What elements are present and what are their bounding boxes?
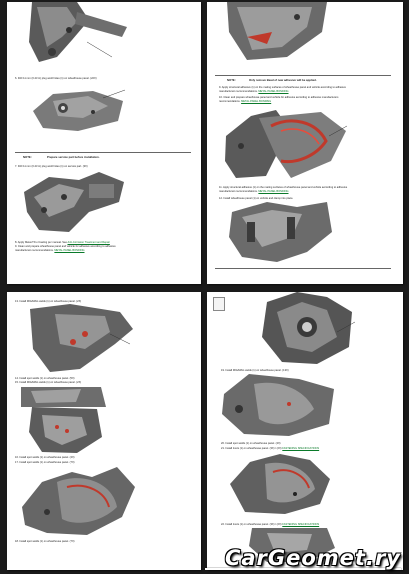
step-9-text-cont [219,90,289,93]
step-21-label: 21. Install rivets (1) on wheelhouse panel. (3X) / (2X) [221,447,282,450]
step-19-text: 19. Install MIG/MAG welds (1) on wheelhouse panel. (13X) [221,369,289,372]
note-text: Prepare service part before installation. [47,155,100,159]
step-9-label-cont: manufacturers recommendations. [219,90,258,93]
note-label: NOTE: [23,155,32,159]
step-21-text [221,447,319,450]
metal-panel-bonding-link-1[interactable]: METAL PANEL BONDING [54,249,85,252]
figure-rivets-1 [225,454,335,516]
step-18-text: 18. Install spot welds (1) on wheelhouse panel. (7X) [15,540,75,543]
step-9-text-cont [15,249,85,252]
fastening-specifications-link-1[interactable]: FASTENING SPECIFICATIONS [282,447,320,450]
anti-corrosion-link[interactable]: Anti-Corrosion Treatment and Repair [67,241,110,244]
step-11-text: 11. Apply structural adhesive (1) on the mating surfaces of wheelhouse panel and vehicle according to adhesive [219,186,348,189]
step-10-text: 10. Clean and prepare wheelhouse panel and vehicle for adhesive according to adhesive manufacturers [219,96,339,99]
figure-rail-assembly [17,2,137,72]
fastening-specifications-link-2[interactable]: FASTENING SPECIFICATIONS [282,523,320,526]
metal-panel-bonding-link-3[interactable]: METAL PANEL BONDING [241,100,272,103]
step-17-text: 17. Install spot welds (1) on wheelhouse panel. (7X) [15,461,75,464]
step-22-text [221,523,319,526]
step-11-text-cont [219,190,289,193]
figure-wheelhouse-spot-welds [17,467,137,537]
step-6-text: 6. Drill 11 mm (0.43 in) plug weld holes (1) on wheelhouse panel. (22X) [15,77,97,80]
step-15-text: 15. Install MIG/MAG welds (1) on wheelhouse panel. (2X) [15,381,82,384]
metal-panel-bonding-link-2[interactable]: METAL PANEL BONDING [258,90,289,93]
step-20-text: 20. Install spot welds (1) on wheelhouse panel. (4X) [221,442,281,445]
step-8-label: 8. Apply Metal-Thru Coating per manual. See [15,241,67,244]
figure-mig-welds-rail [25,304,135,374]
note-rule [215,75,391,76]
step-16-text: 16. Install spot welds (1) on wheelhouse panel. (4X) [15,456,75,459]
metal-panel-bonding-link-4[interactable]: METAL PANEL BONDING [258,190,289,193]
step-9-text: 9. Clean and prepare wheelhouse panel and vehicle for adhesive according to adhesive [15,245,116,248]
figure-drill-plug-welds [23,86,133,136]
step-11-label-cont: manufacturers recommendations. [219,190,258,193]
step-10-label-cont: recommendations. [219,100,241,103]
manual-page-1 [7,2,201,284]
step-7-text: 7. Drill 11 mm (0.43 in) plug weld holes (1) on service part. (3X) [15,165,88,168]
step-22-label: 22. Install rivets (1) on wheelhouse panel. (3X) / (2X) [221,523,282,526]
figure-adhesive-application [221,106,351,182]
figure-spot-welds-2 [27,407,107,455]
figure-spot-welds-wheelhouse [219,374,339,438]
step-14-text: 14. Install spot welds (1) on wheelhouse panel. (5X) [15,377,75,380]
step-9-text: 9. Apply structural adhesive (1) on the mating surfaces of wheelhouse panel and vehicle according to adhesive [219,86,346,89]
figure-wheelhouse-inner [257,292,357,367]
step-8-text [15,241,110,244]
manual-page-2 [207,2,403,284]
watermark-logo: CarGeomet.ry [224,546,401,570]
step-9-label-cont: manufacturers recommendations. [15,249,54,252]
page-corner-icon [213,297,225,311]
step-12-text: 12. Install wheelhouse panel (1) on vehicle and clamp into place. [219,197,294,200]
step-13-text: 13. Install MIG/MAG welds (1) on wheelhouse panel. (2X) [15,300,82,303]
page-end-rule [215,268,391,269]
figure-clamp-panel [227,202,337,264]
figure-spot-welds-1 [21,387,111,407]
step-10-text-cont [219,100,271,103]
manual-page-3 [7,292,201,570]
note-rule-top [15,152,191,153]
figure-service-part [19,172,129,237]
figure-wheelhouse-top [227,2,327,64]
note-label: NOTE: [227,78,236,82]
manual-page-4 [207,292,403,570]
note-text: Only remove Bead of new adhesive will be applied. [249,78,317,82]
